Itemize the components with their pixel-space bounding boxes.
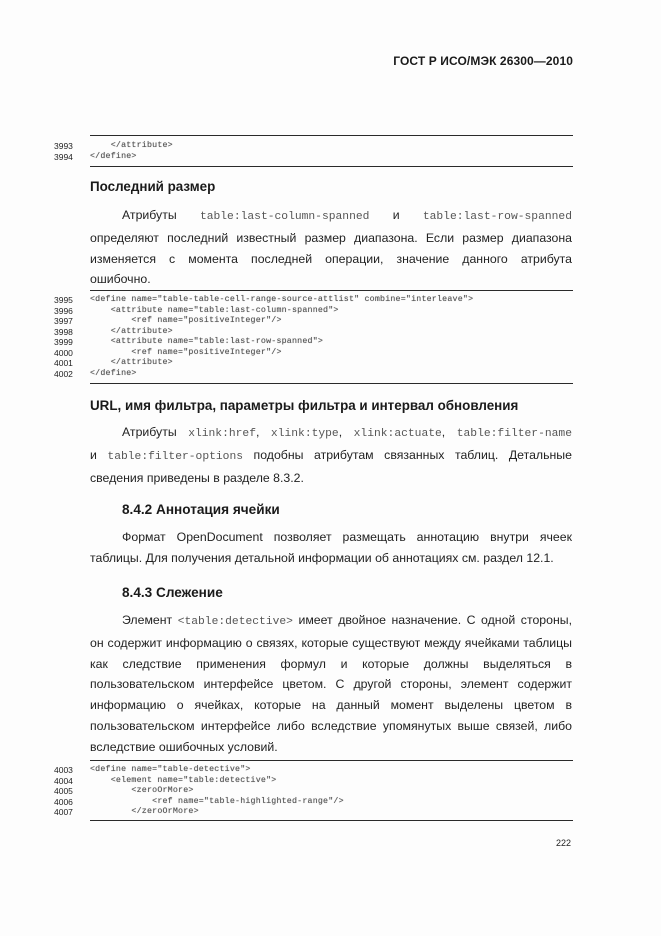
paragraph-line: пользовательском интерфейсе либо вследствие упомянутых выше связей, либо [90,718,572,733]
element-name: <table:detective> [177,616,293,628]
paragraph-line [90,205,572,228]
attribute-name: xlink:href [188,428,256,440]
paragraph-line: сведения приведены в разделе 8.3.2. [90,470,304,485]
line-number: 4002 [54,368,73,379]
paragraph-url [90,422,572,488]
code-text: <ref name="positiveInteger"/> [90,316,282,325]
paragraph-line: Формат OpenDocument позволяет размещать аннотацию внутри ячеек [122,530,572,544]
code-line [54,347,573,359]
paragraph-line: как следствие применения формул и которые должны выделяться в [90,656,572,671]
section-heading-last-size: Последний размер [90,179,216,194]
code-text: <define name="table-detective"> [90,765,251,774]
code-rule-bottom [90,820,573,821]
attribute-name: table:filter-options [107,450,244,463]
line-number: 3993 [54,141,73,151]
paragraph-line: таблицы. Для получения детальной информации об аннотациях см. раздел 12.1. [90,550,554,565]
code-line [54,295,573,306]
code-line [54,141,573,152]
text-run: Атрибуты [122,208,177,222]
code-line [54,765,573,776]
code-rule-bottom [90,166,573,167]
line-number: 4000 [54,347,73,358]
code-text: <zeroOrMore> [90,786,194,795]
code-line [54,337,573,348]
code-text: </define> [90,368,137,378]
code-text: </define> [90,151,137,161]
paragraph-last-size [90,205,572,290]
page-number: 222 [555,838,571,848]
text-run: , [338,425,354,439]
code-block-1 [54,135,573,167]
line-number: 4001 [54,358,73,368]
text-run: Атрибуты [122,425,189,439]
line-number: 3998 [54,326,73,337]
text-run: и [90,447,108,462]
paragraph-line: он содержит информацию о связях, которые существуют между ячейками таблицы [90,635,572,650]
paragraph-line: вследствие ошибочных условий. [90,739,278,754]
paragraph-line: ошибочно. [90,272,151,287]
paragraph-line [90,610,572,633]
section-heading-8-4-2: 8.4.2 Аннотация ячейки [122,502,280,517]
text-run: , [255,425,271,439]
section-heading-8-4-3: 8.4.3 Слежение [122,585,223,600]
code-text: <ref name="positiveInteger"/> [90,347,282,357]
paragraph-8-4-2 [90,527,572,569]
line-number: 3995 [54,295,73,305]
attribute-name: xlink:actuate [353,428,442,440]
code-text: <ref name="table-highlighted-range"/> [90,796,344,806]
running-header: ГОСТ Р ИСО/МЭК 26300—2010 [393,54,573,68]
code-text: <define name="table-table-cell-range-source-attlist" combine="interleave"> [90,295,474,304]
code-text: </attribute> [90,326,173,336]
code-line [54,326,573,338]
text-run: , [441,425,457,439]
line-number: 4007 [54,807,73,817]
attribute-name: table:filter-name [456,428,572,440]
code-line [54,305,573,317]
paragraph-8-4-3 [90,610,572,758]
section-heading-url: URL, имя фильтра, параметры фильтра и интервал обновления [90,398,519,413]
paragraph-line [90,422,572,445]
line-number: 4006 [54,796,73,807]
text-run: имеет двойное назначение. С одной стороны, [292,613,573,627]
code-line [54,358,573,369]
code-line [54,368,573,380]
code-text: <element name="table:detective"> [90,775,277,785]
paragraph-line: пользовательском интерфейсе цветом. С другой стороны, элемент содержит [90,677,572,692]
attribute-name: table:last-row-spanned [422,211,572,223]
line-number: 3997 [54,316,73,326]
line-number: 4005 [54,786,73,796]
code-block-2 [54,290,573,384]
code-text: <attribute name="table:last-row-spanned"> [90,337,324,346]
attribute-name: table:last-column-spanned [199,211,370,223]
text-run: Элемент [122,613,178,627]
code-text: </zeroOrMore> [90,807,199,816]
paragraph-line: изменяется с момента последней операции, значение данного атрибута [90,251,572,266]
code-line [54,775,573,787]
attribute-name: xlink:type [270,428,339,440]
code-line [54,796,573,808]
paragraph-line [90,445,572,468]
code-text: <attribute name="table:last-column-spanned"> [90,305,339,315]
code-block-3 [54,760,573,821]
text-run: подобны атрибутам связанных таблиц. Детальные [243,447,572,462]
code-text: </attribute> [90,358,173,367]
line-number: 4003 [54,765,73,775]
text-run: и [392,208,400,222]
line-number: 3999 [54,337,73,347]
line-number: 3996 [54,305,73,316]
paragraph-line: определяют последний известный размер диапазона. Если размер диапазона [90,230,572,245]
code-line [54,807,573,818]
code-text: </attribute> [90,141,173,150]
line-number: 4004 [54,775,73,786]
code-line [54,786,573,797]
code-line [54,151,573,163]
code-rule-bottom [90,383,573,384]
line-number: 3994 [54,151,73,162]
code-line [54,316,573,327]
paragraph-line: информацию о ячейках, которые на данный момент выделены цветом в [90,698,572,713]
